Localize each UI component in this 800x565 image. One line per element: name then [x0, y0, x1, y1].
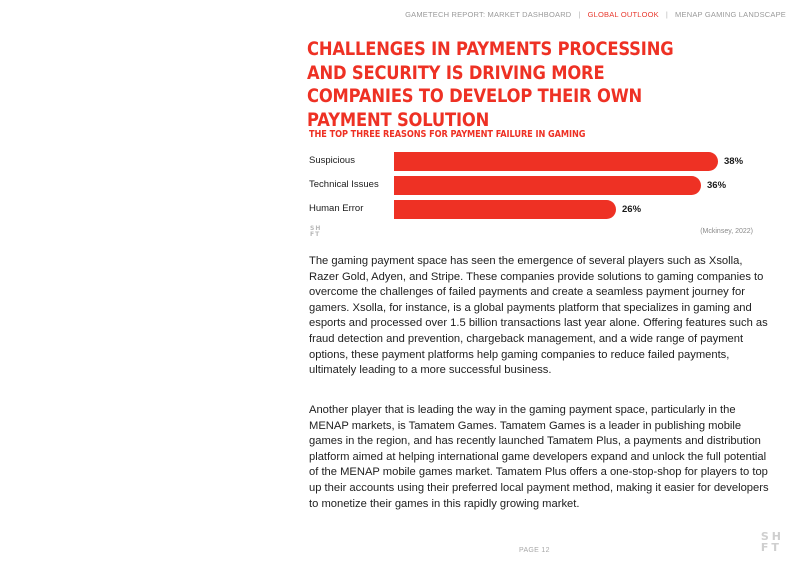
- nav-item-menap-gaming-landscape[interactable]: MENAP GAMING LANDSCAPE: [675, 10, 786, 19]
- bar: [394, 152, 718, 171]
- brand-logo: [761, 531, 784, 553]
- nav-item-market-dashboard[interactable]: GAMETECH REPORT: MARKET DASHBOARD: [405, 10, 572, 19]
- bar: [394, 176, 701, 195]
- page-headline: CHALLENGES IN PAYMENTS PROCESSING AND SECURITY IS DRIVING MORE COMPANIES TO DEVELOP THEIR OWN PAYMENT SOLUTION: [307, 38, 674, 131]
- bar-value-label: 26%: [622, 204, 642, 215]
- bar-value-label: 36%: [707, 180, 727, 191]
- top-navigation: [405, 10, 786, 19]
- chart-source: (Mckinsey, 2022): [700, 228, 753, 235]
- bar-value-label: 38%: [724, 156, 744, 167]
- brand-mark-small: [310, 226, 321, 238]
- bar-category-label: Human Error: [309, 203, 364, 214]
- nav-item-global-outlook[interactable]: GLOBAL OUTLOOK: [587, 10, 659, 19]
- bar-category-label: Suspicious: [309, 155, 355, 166]
- brand-logo-line: SH: [760, 530, 784, 543]
- nav-separator: |: [665, 10, 669, 19]
- nav-separator: |: [578, 10, 581, 19]
- brand-mark-line: FT: [310, 231, 321, 238]
- body-paragraph-1: The gaming payment space has seen the emergence of several players such as Xsolla, Razer Gold, Adyen, and Stripe. These companies provide solutions to gaming companies to overcome the challenges of failed payments and create a seamless payment journey for gamers. Xsolla, for instance, is a global payments platform that specializes in gaming and esports and processed over 1.5 billion transactions last year alone. Offering features such as fraud detection and prevention, chargeback management, and a wide range of payment options, these payment platforms help gaming companies to reduce failed payments, ultimately leading to a more successful business.: [309, 255, 768, 377]
- page-number: PAGE 12: [519, 547, 550, 554]
- brand-mark-line: SH: [310, 225, 322, 232]
- chart-title: THE TOP THREE REASONS FOR PAYMENT FAILURE IN GAMING: [309, 129, 586, 140]
- brand-logo-line: FT: [760, 541, 782, 554]
- body-paragraph-2: Another player that is leading the way in the gaming payment space, particularly in the MENAP markets, is Tamatem Games. Tamatem Games is a leader in publishing mobile games in the region, and has recently launched Tamatem Plus, a payments and distribution platform aimed at helping international game developers expand and unlock the full potential of the MENAP mobile games market. Tamatem Plus offers a one-stop-shop for players to top up their accounts using their preferred local payment method, making it easier for developers to monetize their games in this rapidly growing market.: [309, 404, 769, 510]
- bar-category-label: Technical Issues: [309, 179, 379, 190]
- bar: [394, 200, 616, 219]
